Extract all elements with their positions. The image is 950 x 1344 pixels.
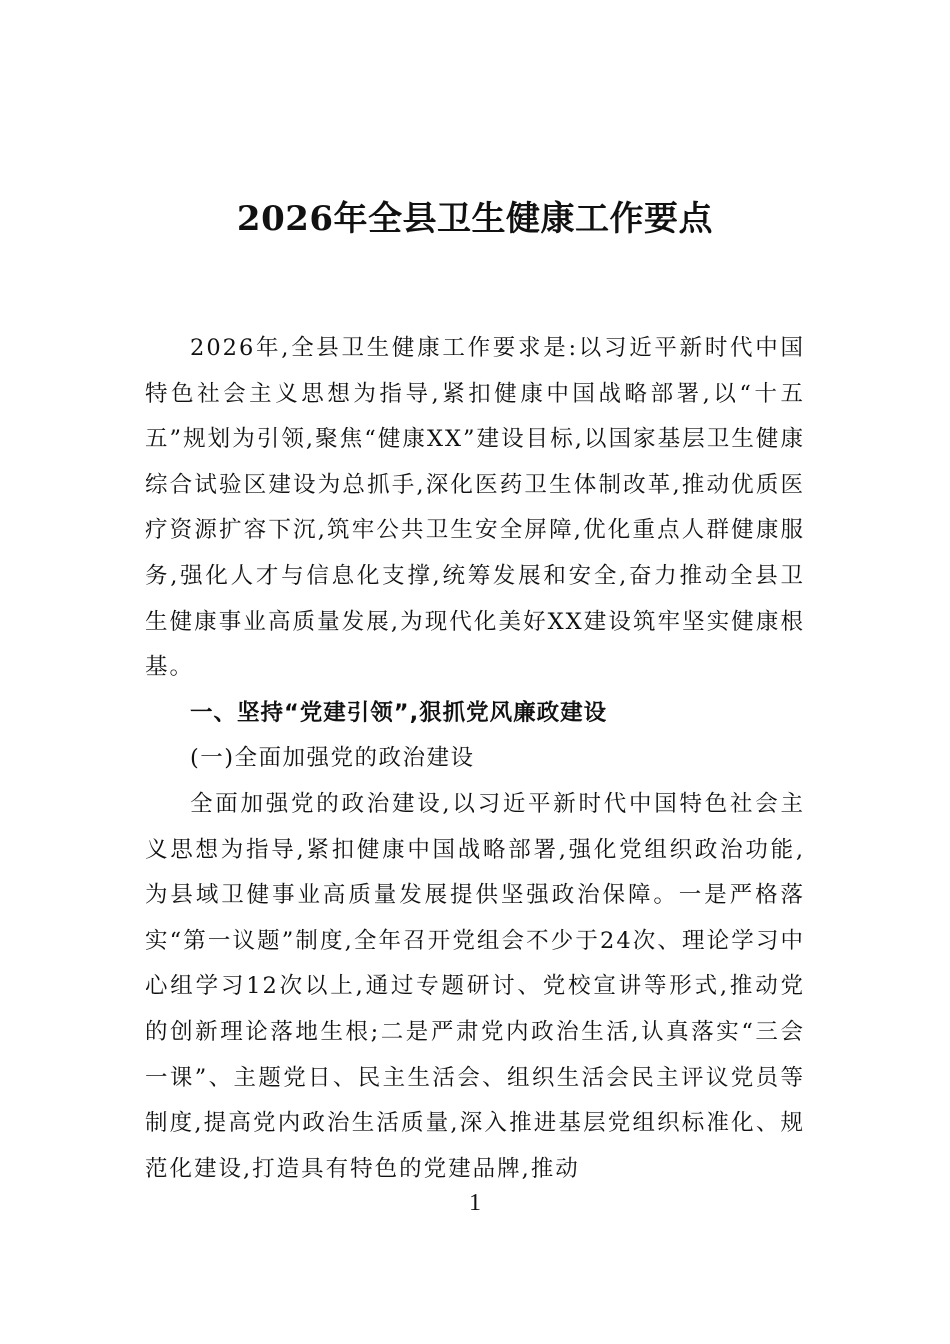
page-number: 1: [469, 1190, 481, 1216]
section-heading: 一、坚持“党建引领”,狠抓党风廉政建设: [190, 699, 608, 726]
intro-paragraph: 2026年,全县卫生健康工作要求是:以习近平新时代中国特色社会主义思想为指导,紧扣健康中国战略部署,以“十五五”规划为引领,聚焦“健康XX”建设目标,以国家基层卫生健康综合试验区建设为总抓手,深化医药卫生体制改革,推动优质医疗资源扩容下沉,筑牢公共卫生安全屏障,优化重点人群健康服务,强化人才与信息化支撑,统筹发展和安全,奋力推动全县卫生健康事业高质量发展,为现代化美好XX建设筑牢坚实健康根基。: [145, 335, 805, 681]
body-paragraph: 全面加强党的政治建设,以习近平新时代中国特色社会主义思想为指导,紧扣健康中国战略部署,强化党组织政治功能,为县域卫健事业高质量发展提供坚强政治保障。一是严格落实“第一议题”制度,全年召开党组会不少于24次、理论学习中心组学习12次以上,通过专题研讨、党校宣讲等形式,推动党的创新理论落地生根;二是严肃党内政治生活,认真落实“三会一课”、主题党日、民主生活会、组织生活会民主评议党员等制度,提高党内政治生活质量,深入推进基层党组织标准化、规范化建设,打造具有特色的党建品牌,推动: [145, 790, 805, 1182]
document-title: 2026年全县卫生健康工作要点: [236, 199, 714, 239]
document-body: [145, 326, 805, 1192]
subsection-heading: (一)全面加强党的政治建设: [190, 745, 475, 772]
